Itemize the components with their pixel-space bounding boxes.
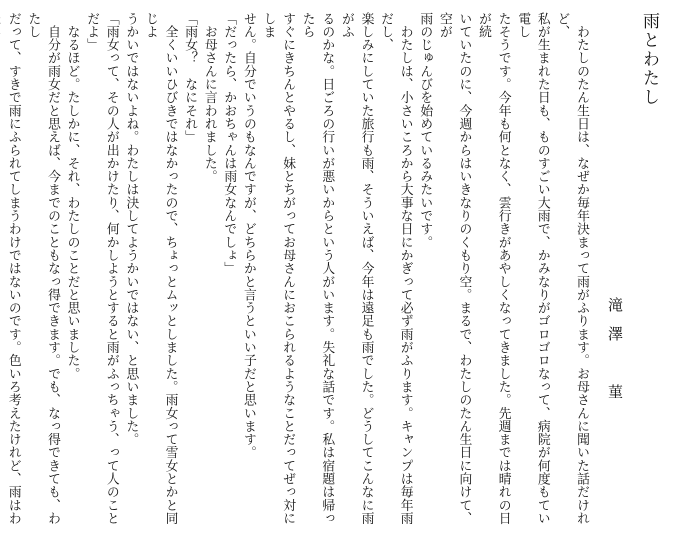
paragraph-3: 「だったら、かおちゃんは雨女なんでしょ」 お母さんに言われました。 [201,12,237,275]
essay-title: 雨とわたし [639,12,659,107]
paragraph-1: わたしのたん生日は、なぜか毎年決まって雨がふります。お母さんに聞いた話だけれど、 私が生まれた日も、ものすごい大雨で、かみなりがゴロゴロなって、病院が何度もてい電し たそうです。今年も何となく、雲行きがあやしくなってきました。先週までは晴れの日が続 いていたのに、今週からはいきなりのくもり空。まるで、わたしのたん生日に向けて、空が 雨のじゅんびを始めているみたいです。 [417,12,589,525]
paragraph-5: 「雨女って、その人が出かけたり、何かしようとすると雨がふっちゃう、って人のことだよ」 なるほど。たしかに、それ、わたしのことだと思いました。 [64,12,119,525]
paragraph-6: 自分が雨女だと思えば、今までのこともなっ得できます。でも、なっ得できても、わたし だって、すきで雨にふられてしまうわけではないのです。色いろ考えたけれど、雨はわ [5,12,60,525]
paragraph-4: 「雨女？ なにそれ」 全くいいひびきではなかったので、ちょっとムッとしました。雨女って雪女とかと同じよ うかいではないよね。わたしは決してようかいではない、と思いました。 [123,12,198,525]
paragraph-2: わたしは、小さいころから大事な日にかぎって必ず雨がふります。キャンプは毎年雨だし、 楽しみにしていた旅行も雨、そういえば、今年は遠足も雨でした。どうしてこんなに雨がふ るのかな。日ごろの行いが悪いからという人がいます。失礼な話です。私は宿題は帰ったら すぐにきちんとやるし、妹とちがってお母さんにおこられるようなことだってぜっ対にしま せん。自分でいうのもなんですが、どちらかと言うといい子だと思います。 [240,12,413,525]
author-name: 滝澤 菫 [606,297,624,413]
